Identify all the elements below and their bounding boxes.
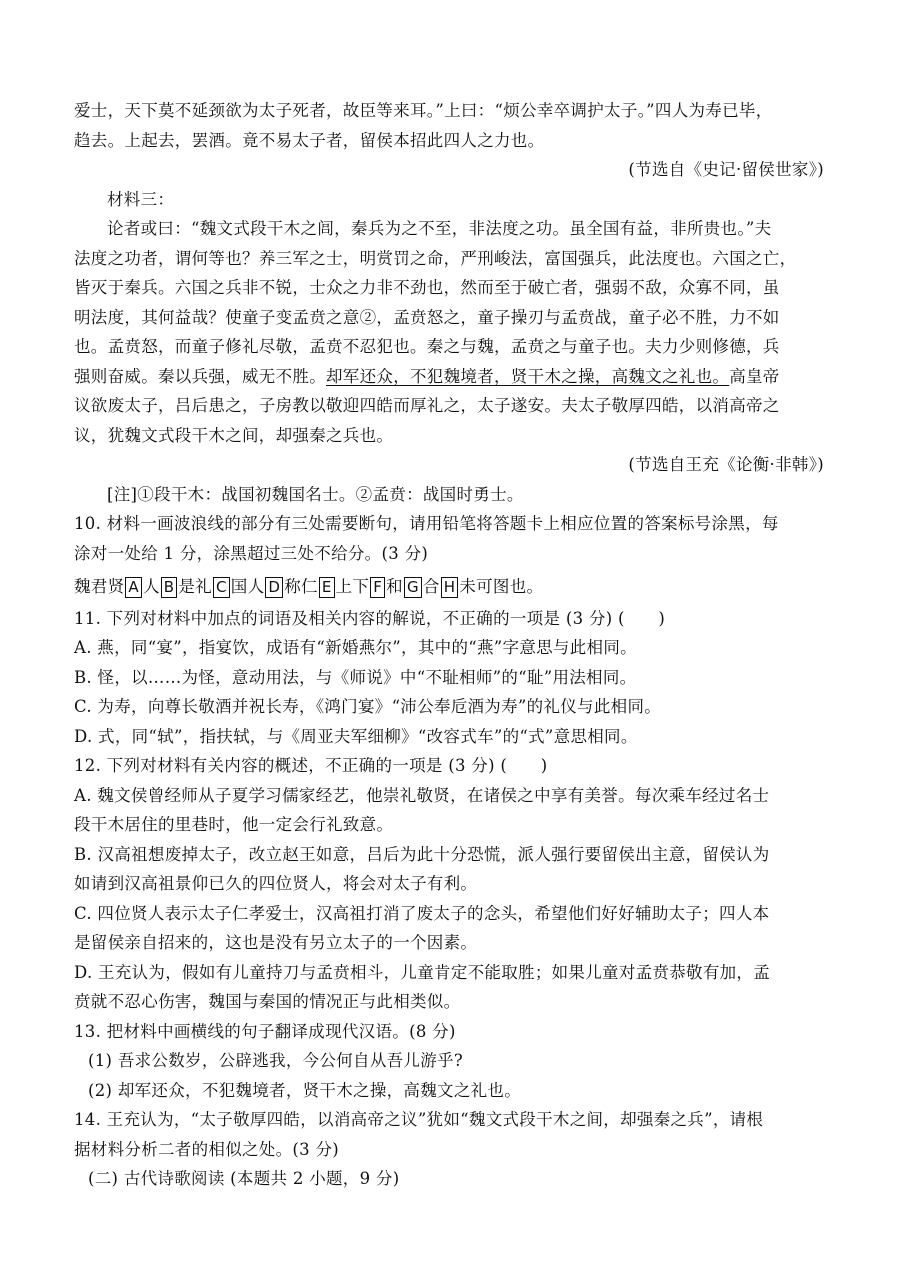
text-line: A. 魏文侯曾经师从子夏学习儒家经艺，他崇礼敬贤，在诸侯之中享有美誉。每次乘车经过名士 (74, 785, 770, 805)
translation-item: (2) 却军还众，不犯魏境者，贤干木之操，高魏文之礼也。 (88, 1080, 522, 1100)
question-14-stem: 据材料分析二者的相似之处。(3 分) (74, 1139, 340, 1159)
text-line: 论者或曰：“魏文式段干木之闾，秦兵为之不至，非法度之功。虽全国有益，非所贵也。”夫 (107, 219, 772, 238)
question-10-punctuation-line (74, 572, 832, 602)
question-13-stem: 13. 把材料中画横线的句子翻译成现代汉语。(8 分) (74, 1021, 456, 1041)
exam-page (74, 96, 832, 1194)
text-segment: 国人 (230, 577, 265, 596)
text-segment: 高皇帝 (729, 366, 780, 386)
option-d: D. 式，同“轼”，指扶轼，与《周亚夫军细柳》“改容式车”的“式”意思相同。 (74, 726, 638, 746)
text-line: 段干木居住的里巷时，他一定会行礼致意。 (74, 815, 394, 834)
text-segment: 未可图也。 (459, 577, 544, 596)
text-line: B. 汉高祖想废掉太子，改立赵王如意，吕后为此十分恐慌，派人强行要留侯出主意，留侯认为 (74, 844, 770, 864)
material-heading: 材料三： (107, 189, 175, 209)
answer-box-b[interactable]: B (161, 577, 178, 598)
answer-box-d[interactable]: D (265, 577, 283, 598)
question-10-stem: 10. 材料一画波浪线的部分有三处需要断句，请用铅笔将答题卡上相应位置的答案标号涂黑，每 (74, 514, 779, 533)
question-14-stem: 14. 王充认为，“太子敬厚四皓，以消高帝之议”犹如“魏文式段干木之间，却强秦之兵”，请根 (74, 1110, 764, 1129)
text-line: 议欲废太子，吕后患之，子房教以敬迎四皓而厚礼之，太子遂安。夫太子敬厚四皓，以消高帝之 (74, 396, 780, 415)
source-citation: (节选自王充《论衡·非韩》) (628, 455, 824, 474)
question-10-stem: 涂对一处给 1 分，涂黑超过三处不给分。(3 分) (74, 543, 429, 563)
option-b: B. 怪，以……为怪，意动用法，与《师说》中“不耻相师”的“耻”用法相同。 (74, 667, 637, 687)
text-segment: 上下 (335, 577, 370, 596)
text-line: 也。孟贲怒，而童子修礼尽敬，孟贲不忍犯也。秦之与魏，孟贲之与童子也。夫力少则修德，兵 (74, 337, 780, 356)
answer-box-c[interactable]: C (213, 577, 230, 598)
question-11-stem: 11. 下列对材料中加点的词语及相关内容的解说，不正确的一项是 (3 分) ( ) (74, 608, 666, 628)
text-segment: 人 (142, 577, 160, 596)
answer-box-a[interactable]: A (125, 577, 142, 598)
text-line: C. 四位贤人表示太子仁孝爱士，汉高祖打消了废太子的念头，希望他们好好辅助太子；四人本 (74, 903, 770, 923)
option-a: A. 燕，同“宴”，指宴饮，成语有“新婚燕尔”，其中的“燕”字意思与此相同。 (74, 638, 637, 657)
text-line: 法度之功者，谓何等也？养三军之士，明赏罚之命，严刑峻法，富国强兵，此法度也。六国之亡， (74, 248, 797, 268)
section-heading: (二) 古代诗歌阅读 (本题共 2 小题，9 分) (88, 1169, 400, 1188)
question-12-stem: 12. 下列对材料有关内容的概述，不正确的一项是 (3 分) ( ) (74, 756, 548, 775)
option-c: C. 为寿，向尊长敬酒并祝长寿，《鸿门宴》“沛公奉卮酒为寿”的礼仪与此相同。 (74, 697, 662, 716)
text-segment: 强则奋威。秦以兵强，威无不胜。 (74, 366, 326, 386)
answer-box-e[interactable]: E (319, 577, 335, 598)
text-line: 趋去。上起去，罢酒。竟不易太子者，留侯本招此四人之力也。 (74, 130, 545, 150)
footnote: [注]①段干木：战国初魏国名士。②孟贲：战国时勇士。 (107, 484, 524, 504)
text-line (74, 362, 832, 392)
text-line: 如请到汉高祖景仰已久的四位贤人，将会对太子有利。 (74, 874, 478, 893)
text-line: 皆灭于秦兵。六国之兵非不锐，士众之力非不劲也，然而至于破亡者，强弱不敌，众寡不同，虽 (74, 278, 780, 297)
text-line: 爱士，天下莫不延颈欲为太子死者，故臣等来耳。”上曰：“烦公幸卒调护太子。”四人为寿已毕， (74, 101, 773, 120)
text-segment: 魏君贤 (74, 577, 125, 596)
text-segment: 和 (386, 577, 403, 596)
text-line: 明法度，其何益哉？使童子变孟贲之意②，孟贲怒之，童子操刃与孟贲战，童子必不胜，力不如 (74, 307, 780, 327)
answer-box-g[interactable]: G (404, 577, 422, 598)
underlined-sentence: 却军还众，不犯魏境者，贤干木之操，高魏文之礼也。 (326, 366, 730, 386)
translation-item: (1) 吾求公数岁，公辟逃我，今公何自从吾儿游乎? (88, 1051, 463, 1070)
text-segment: 称仁 (284, 577, 318, 596)
text-line: 贲就不忍心伤害，魏国与秦国的情况正与此相类似。 (74, 992, 461, 1011)
text-line: 议，犹魏文式段干木之间，却强秦之兵也。 (74, 425, 394, 445)
text-line: D. 王充认为，假如有儿童持刀与孟贲相斗，儿童肯定不能取胜；如果儿童对孟贲恭敬有加，孟 (74, 962, 771, 982)
answer-box-h[interactable]: H (441, 577, 459, 598)
source-citation: (节选自《史记·留侯世家》) (628, 160, 824, 179)
answer-box-f[interactable]: F (370, 577, 385, 598)
text-segment: 是礼 (178, 577, 212, 596)
text-segment: 合 (422, 577, 440, 596)
text-line: 是留侯亲自招来的，这也是没有另立太子的一个因素。 (74, 933, 478, 952)
